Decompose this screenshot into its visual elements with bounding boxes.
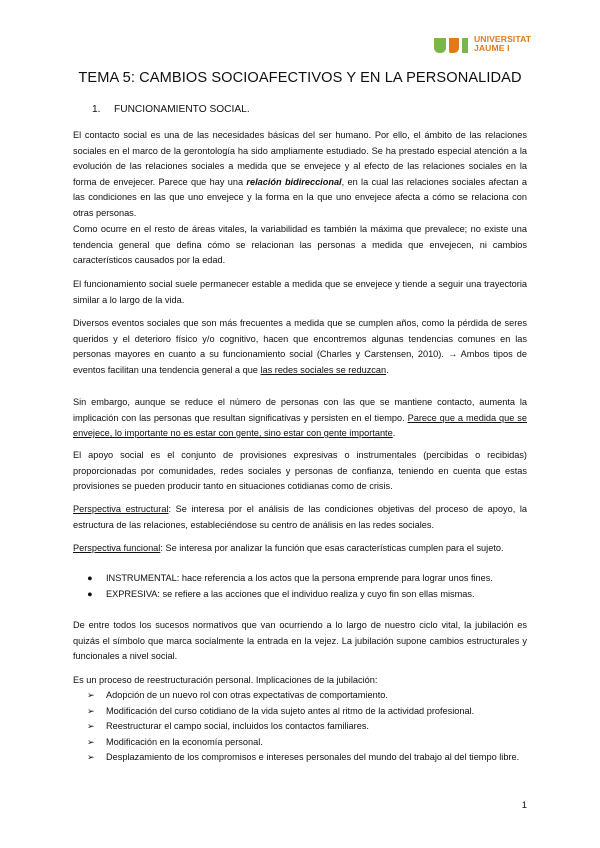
paragraph-perspectiva-funcional: Perspectiva funcional: Se interesa por analizar la función que esas características cumplen para el sujeto. [73,543,504,553]
section-label: FUNCIONAMIENTO SOCIAL. [114,104,250,115]
document-title: TEMA 5: CAMBIOS SOCIOAFECTIVOS Y EN LA PERSONALIDAD [78,70,522,86]
list-item: ➢ Adopción de un nuevo rol con otras expectativas de comportamiento. [73,688,527,704]
paragraph-jubilacion: De entre todos los sucesos normativos que van ocurriendo a lo largo de nuestro ciclo vital, la jubilación es quizás el símbolo que marca socialmente la entrada en la vejez. La jubilación supone cambios estructurales y funcionales a nivel social. [73,620,527,661]
list-item: ➢ Modificación del curso cotidiano de la vida sujeto antes al ritmo de la actividad profesional. [73,704,527,720]
paragraph-contacto-social: El contacto social es una de las necesidades básicas del ser humano. Por ello, el ámbito de las relaciones sociales en el marco de la gerontología ha sido ampliamente estudiado. Se ha prestado especial atención a la evolución de las relaciones sociales a medida que se envejece y al efecto de las relaciones sociales en la forma de envejecer. Parece que hay una relación bidireccional, en la cual las relaciones sociales afectan a las condiciones en las que uno envejece y la forma en la que uno envejece afecta a cómo se relaciona con otras personas. [73,130,527,218]
arrow-bullet-icon: ➢ [87,721,95,731]
paragraph-apoyo-social: El apoyo social es el conjunto de provisiones expresivas o instrumentales (percibidas o recibidas) proporcionadas por comunidades, redes sociales y personas de confianza, teniendo en cuenta que estas provisiones se pueden producir tanto en situaciones cotidianas como de crisis. [73,450,527,491]
paragraph-perspectiva-estructural: Perspectiva estructural: Se interesa por el análisis de las condiciones objetivas del proceso de apoyo, la estructura de las relaciones, estableciéndose su centro de análisis en las redes sociales. [73,504,527,530]
section-heading [92,104,250,115]
paragraph-variabilidad: Como ocurre en el resto de áreas vitales, la variabilidad es también la máxima que prevalece; no existe una tendencia general que defina cómo se relacionan las personas a medida que envejecen, ni cambios característicos causados por la edad. [73,224,527,265]
list-item: ● INSTRUMENTAL: hace referencia a los actos que la persona emprende para lograr unos fines. [73,571,527,587]
bullet-icon: ● [87,588,93,599]
arrow-bullet-icon: ➢ [87,705,95,716]
paragraph-implicacion: Sin embargo, aunque se reduce el número de personas con las que se mantiene contacto, aumenta la implicación con las personas que resultan significativas y persisten en el tiempo. Parece que a medida que se envejece, lo importante no es estar con gente, sino estar con gente importante. [73,397,527,438]
arrow-bullet-icon: ➢ [87,752,95,762]
bullet-list-funciones [73,571,527,602]
list-item: ● EXPRESIVA: se refiere a las acciones que el individuo realiza y cuyo fin son ellas mismas. [73,587,527,603]
paragraph-estabilidad: El funcionamiento social suele permanecer estable a medida que se envejece y tiende a seguir una trayectoria similar a lo largo de la vida. [73,279,527,305]
section-number: 1. [92,104,101,115]
logo-text: UNIVERSITAT JAUME I [474,34,532,53]
logo-mark-i [462,38,468,53]
underline-redes-reducen: las redes sociales se reduzcan [260,364,387,375]
list-item: ➢ Desplazamiento de los compromisos e intereses personales del mundo del trabajo al del tiempo libre. [73,750,527,766]
underline-gente-importante: Parece que a medida que se envejece, lo importante no es estar con gente, sino estar con gente importante [73,412,527,438]
list-item: ➢ Reestructurar el campo social, incluidos los contactos familiares. [73,719,527,735]
paragraph-reestructuracion: Es un proceso de reestructuración personal. Implicaciones de la jubilación: [73,675,378,685]
arrow-bullet-icon: ➢ [87,736,95,747]
arrow-bullet-icon: ➢ [87,690,95,700]
term-perspectiva-estructural: Perspectiva estructural [73,504,169,514]
paragraph-eventos-sociales: Diversos eventos sociales que son más frecuentes a medida que se cumplen años, como la pérdida de seres queridos y el deterioro físico y/o cognitivo, hacen que encontremos algunas tendencias comunes en las personas mayores en cuanto a su funcionamiento social (Charles y Carstensen, 2010). → Ambos tipos de eventos facilitan una tendencia general a que las redes sociales se reduzcan. [73,318,527,375]
page-number: 1 [521,800,527,811]
bullet-icon: ● [87,573,93,583]
arrow-list-implicaciones [73,688,527,766]
emphasis-relacion-bidireccional: relación bidireccional [246,176,342,187]
list-item: ➢ Modificación en la economía personal. [73,735,527,751]
logo-mark-u [434,38,446,53]
logo-mark-j [449,38,459,53]
term-perspectiva-funcional: Perspectiva funcional [73,543,161,553]
university-logo [434,34,532,56]
